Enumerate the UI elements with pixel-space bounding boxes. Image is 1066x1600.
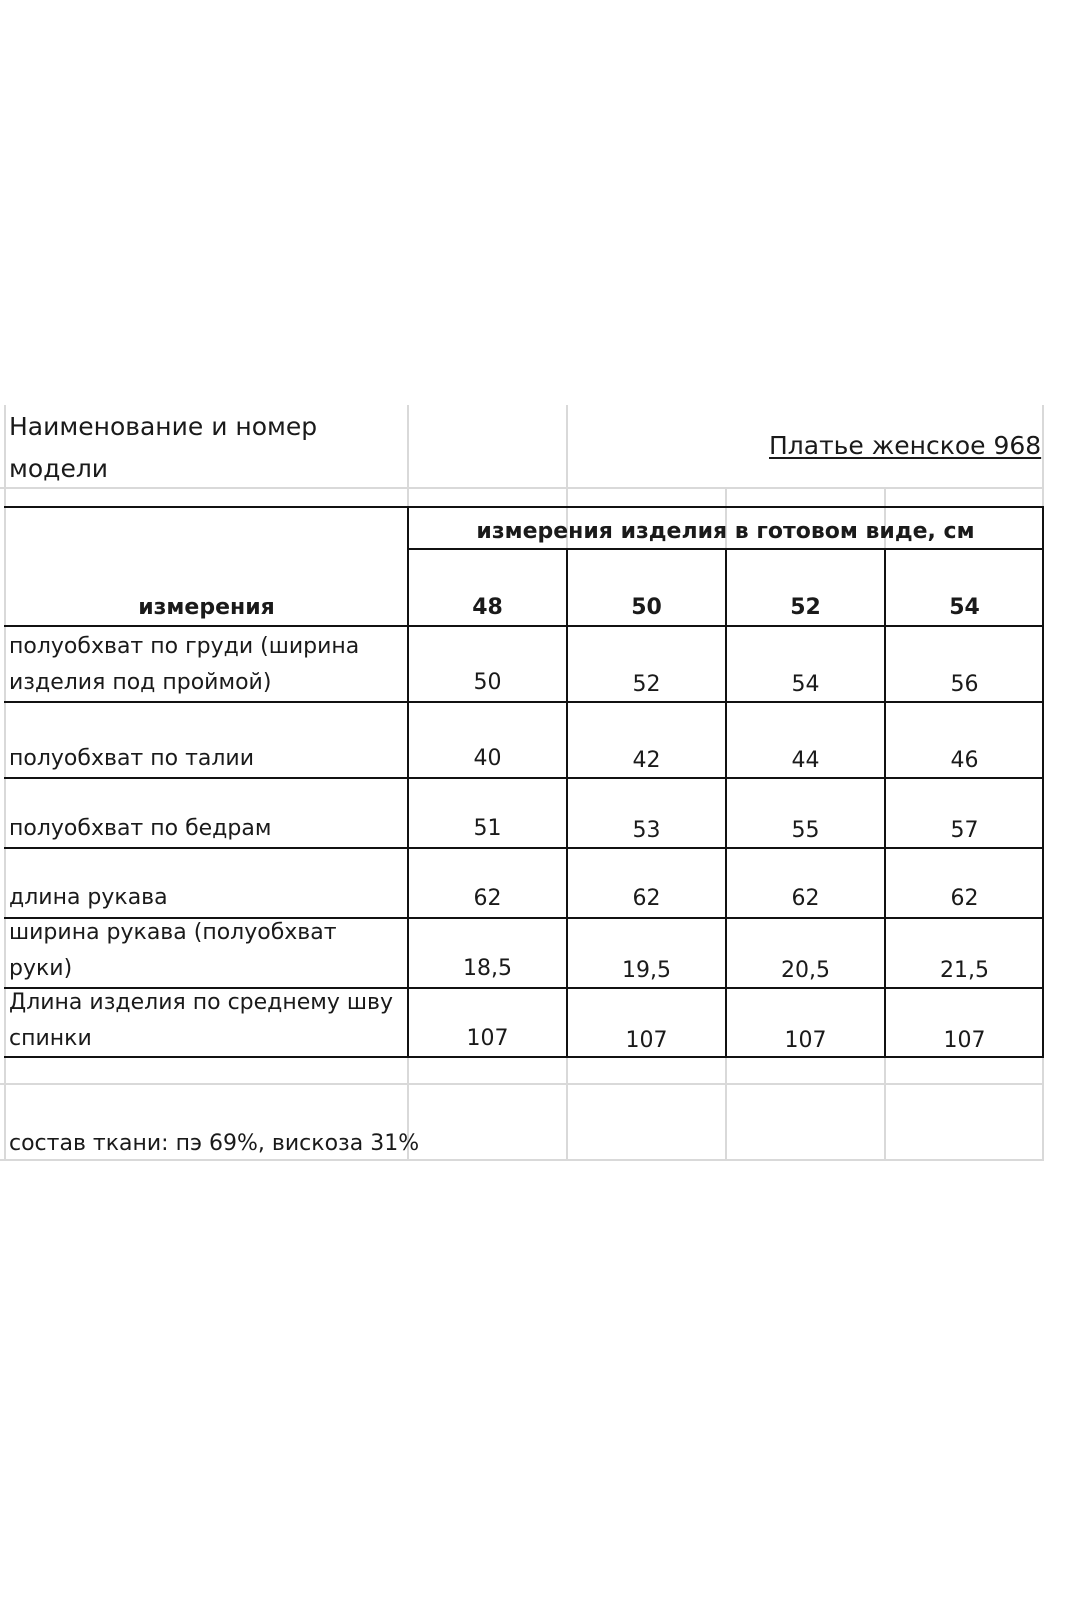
model-name: Платье женское 968	[769, 431, 1042, 460]
gridline	[0, 1159, 1044, 1161]
cell-value: 62	[632, 886, 661, 911]
cell-value: 56	[950, 672, 979, 697]
cell-value: 62	[791, 886, 820, 911]
cell-value: 107	[466, 1026, 509, 1051]
cell-value: 18,5	[463, 956, 512, 981]
row-label: Длина изделия по среднему шву спинки	[9, 990, 394, 1051]
cell-value: 40	[473, 746, 502, 771]
cell-value: 21,5	[940, 958, 989, 983]
cell-value: 51	[473, 816, 502, 841]
model-label: Наименование и номер модели	[9, 412, 318, 483]
cell-value: 44	[791, 748, 820, 773]
cell-value: 54	[791, 672, 820, 697]
group-header: измерения изделия в готовом виде, см	[476, 519, 975, 544]
cell-value: 57	[950, 818, 979, 843]
gridline	[0, 1083, 1044, 1085]
cell-value: 20,5	[781, 958, 830, 983]
row-label: полуобхват по талии	[9, 746, 255, 771]
row-label: длина рукава	[9, 885, 168, 910]
cell-value: 50	[473, 670, 502, 695]
table-border	[4, 701, 1044, 703]
size-header: 54	[949, 595, 980, 620]
gridline	[4, 405, 6, 1160]
cell-value: 42	[632, 748, 661, 773]
cell-value: 52	[632, 672, 661, 697]
table-border	[4, 777, 1044, 779]
fabric-composition: состав ткани: пэ 69%, вискоза 31%	[9, 1131, 420, 1156]
row-label: полуобхват по груди (ширина изделия под проймой)	[9, 634, 360, 695]
cell-value: 19,5	[622, 958, 671, 983]
table-border	[4, 625, 1044, 627]
row-header: измерения	[138, 595, 275, 620]
cell-value: 62	[473, 886, 502, 911]
table-border	[4, 847, 1044, 849]
cell-value: 55	[791, 818, 820, 843]
cell-value: 62	[950, 886, 979, 911]
size-header: 52	[790, 595, 821, 620]
row-label: полуобхват по бедрам	[9, 816, 272, 841]
cell-value: 107	[943, 1028, 986, 1053]
row-label: ширина рукава (полуобхват руки)	[9, 920, 337, 981]
size-header: 48	[472, 595, 503, 620]
cell-value: 46	[950, 748, 979, 773]
cell-value: 107	[784, 1028, 827, 1053]
cell-value: 53	[632, 818, 661, 843]
size-header: 50	[631, 595, 662, 620]
table-border	[4, 506, 1044, 508]
cell-value: 107	[625, 1028, 668, 1053]
